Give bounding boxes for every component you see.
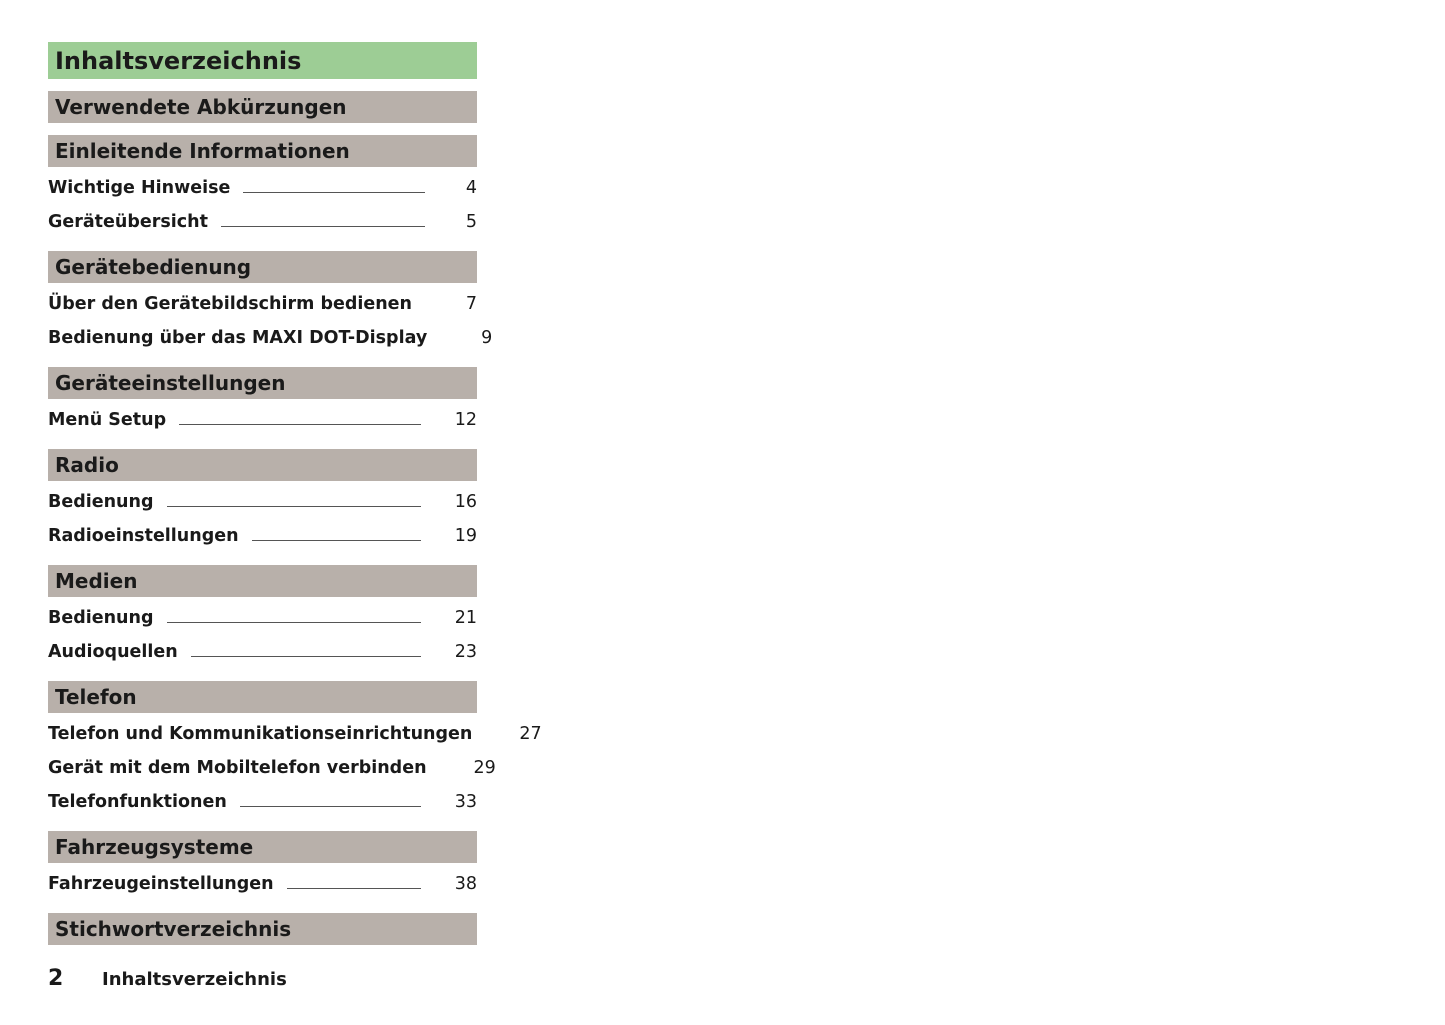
leader-line (167, 506, 421, 507)
entry-list (48, 283, 493, 355)
entry-label: Bedienung (48, 608, 154, 628)
entry-label: Über den Gerätebildschirm bedienen (48, 294, 413, 314)
entry-page-number: 9 (481, 328, 493, 348)
toc-title: Inhaltsverzeichnis (48, 42, 477, 79)
toc-entry[interactable] (48, 205, 477, 239)
entry-label: Telefon und Kommunikationseinrichtungen (48, 724, 473, 744)
toc-sections (48, 91, 542, 945)
toc-section (48, 91, 477, 123)
leader-line (287, 888, 421, 889)
entry-page-number: 33 (454, 792, 477, 812)
entry-label: Telefonfunktionen (48, 792, 227, 812)
toc-entry[interactable] (48, 635, 477, 669)
leader-line (179, 424, 421, 425)
entry-label: Bedienung (48, 492, 154, 512)
leader-line (243, 192, 425, 193)
entry-list (48, 167, 477, 239)
entry-page-number: 5 (465, 212, 477, 232)
toc-entry[interactable] (48, 785, 477, 819)
entry-list (48, 863, 477, 901)
entry-label: Fahrzeugeinstellungen (48, 874, 274, 894)
toc-entry[interactable] (48, 321, 493, 355)
toc-entry[interactable] (48, 717, 542, 751)
entry-page-number: 21 (454, 608, 477, 628)
leader-line (240, 806, 421, 807)
section-heading[interactable]: Einleitende Informationen (48, 135, 477, 167)
toc-section (48, 367, 477, 437)
leader-line (191, 656, 421, 657)
toc-section (48, 831, 477, 901)
toc-section (48, 135, 477, 239)
section-heading[interactable]: Fahrzeugsysteme (48, 831, 477, 863)
toc-entry[interactable] (48, 287, 477, 321)
section-heading[interactable]: Verwendete Abkürzungen (48, 91, 477, 123)
section-heading[interactable]: Radio (48, 449, 477, 481)
entry-list (48, 481, 477, 553)
page-footer (48, 966, 287, 991)
entry-page-number: 23 (454, 642, 477, 662)
toc-entry[interactable] (48, 403, 477, 437)
entry-page-number: 12 (454, 410, 477, 430)
section-heading[interactable]: Stichwortverzeichnis (48, 913, 477, 945)
toc-entry[interactable] (48, 867, 477, 901)
toc-entry[interactable] (48, 171, 477, 205)
entry-list (48, 399, 477, 437)
table-of-contents (48, 42, 542, 945)
toc-section (48, 681, 542, 819)
entry-page-number: 7 (465, 294, 478, 314)
page-number: 2 (48, 966, 64, 991)
section-heading[interactable]: Medien (48, 565, 477, 597)
entry-page-number: 29 (473, 758, 496, 778)
entry-page-number: 38 (454, 874, 477, 894)
leader-line (167, 622, 421, 623)
toc-section (48, 449, 477, 553)
entry-label: Menü Setup (48, 410, 167, 430)
entry-label: Bedienung über das MAXI DOT-Display (48, 328, 428, 348)
entry-label: Gerät mit dem Mobiltelefon verbinden (48, 758, 427, 778)
entry-page-number: 19 (454, 526, 477, 546)
toc-entry[interactable] (48, 485, 477, 519)
entry-label: Audioquellen (48, 642, 178, 662)
toc-section (48, 565, 477, 669)
section-heading[interactable]: Gerätebedienung (48, 251, 477, 283)
toc-entry[interactable] (48, 751, 496, 785)
entry-list (48, 713, 542, 819)
section-heading[interactable]: Geräteeinstellungen (48, 367, 477, 399)
entry-page-number: 4 (465, 178, 477, 198)
toc-section (48, 913, 477, 945)
entry-label: Wichtige Hinweise (48, 178, 231, 198)
entry-label: Radioeinstellungen (48, 526, 239, 546)
footer-title: Inhaltsverzeichnis (102, 969, 287, 990)
section-heading[interactable]: Telefon (48, 681, 477, 713)
toc-section (48, 251, 493, 355)
toc-entry[interactable] (48, 601, 477, 635)
leader-line (252, 540, 421, 541)
entry-page-number: 16 (454, 492, 477, 512)
toc-entry[interactable] (48, 519, 477, 553)
entry-label: Geräteübersicht (48, 212, 209, 232)
entry-page-number: 27 (519, 724, 542, 744)
leader-line (221, 226, 425, 227)
entry-list (48, 597, 477, 669)
